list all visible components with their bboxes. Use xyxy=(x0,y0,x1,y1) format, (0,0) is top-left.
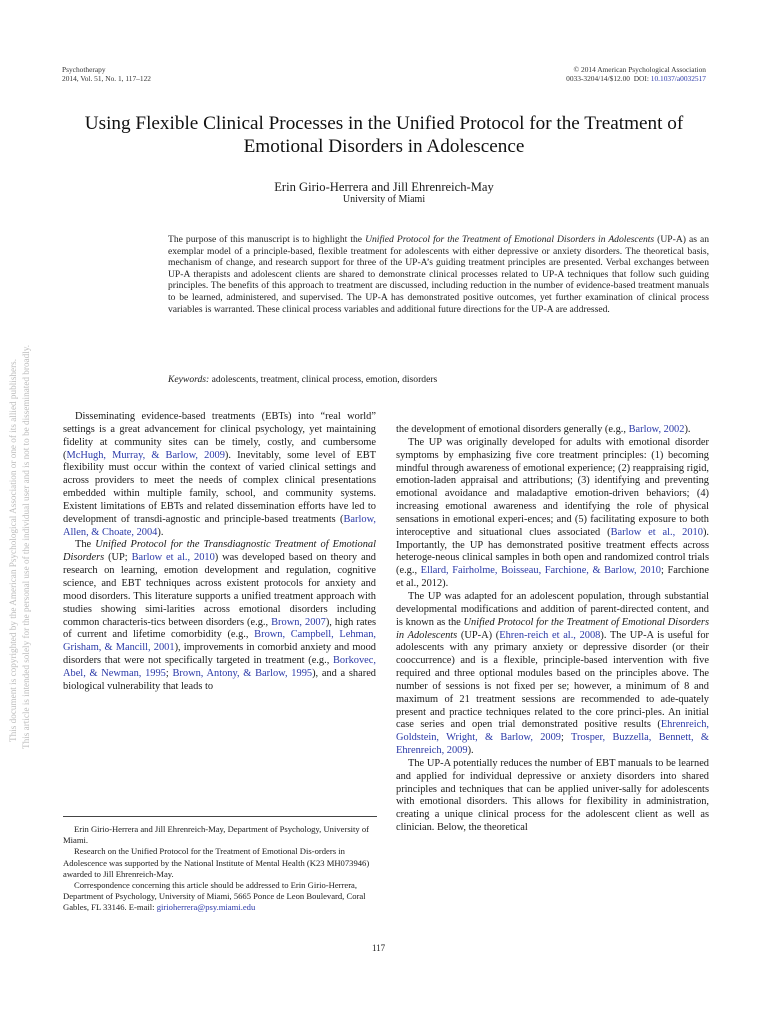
footnote-rule xyxy=(63,816,377,817)
citation-link[interactable]: Barlow et al., 2010 xyxy=(610,526,703,538)
paragraph: Disseminating evidence-based treatments (EBTs) into “real world” settings is a great advancement for clinical psychology, yet maintaining fidelity at community sites can be timely, costly, and cumbersome (McHugh, Murray, & Barlow, 2009). Inevitably, some level of EBT flexibility must occur within the context of varied clinical settings and across providers to meet the needs of complex clinical presentations embedded within multiple family, school, and community systems. Existent limitations of EBTs and related dissemination efforts have led to development of transdi-agnostic and principle-based treatments (Barlow, Allen, & Choate, 2004). xyxy=(63,411,376,538)
doi-link[interactable]: 10.1037/a0032517 xyxy=(650,74,706,83)
journal-citation: 2014, Vol. 51, No. 1, 117–122 xyxy=(62,74,151,83)
citation-link[interactable]: Ellard, Fairholme, Boisseau, Farchione, & Barlow, 2010 xyxy=(420,565,661,577)
citation-link[interactable]: Barlow, 2002 xyxy=(628,424,685,435)
paragraph: The UP-A potentially reduces the number of EBT manuals to be learned and applied for individual depressive or anxiety disorders into shared principles and techniques that can be applied univer-sally for adolescents with emotional disorders. This allows for flexibility in administration, creating a unique clinical process for the adolescent client as well as clinician. Below, the theoretical xyxy=(396,757,709,834)
citation-link[interactable]: Barlow et al., 2010 xyxy=(131,552,215,564)
paragraph: the development of emotional disorders generally (e.g., Barlow, 2002). xyxy=(396,424,691,435)
keywords-text: adolescents, treatment, clinical process, emotion, disorders xyxy=(209,374,438,385)
copyright-notice-vertical: This document is copyrighted by the American Psychological Association or one of its allied publishers. xyxy=(8,359,18,742)
journal-name: Psychotherapy xyxy=(62,65,106,74)
citation-link[interactable]: Brown, Antony, & Barlow, 1995 xyxy=(172,667,313,679)
citation-link[interactable]: McHugh, Murray, & Barlow, 2009 xyxy=(66,449,225,461)
citation-link[interactable]: Ehrenreich, Goldstein, Wright, & Barlow, 2009 xyxy=(396,719,709,744)
citation-link[interactable]: Ehren-reich et al., 2008 xyxy=(499,629,601,641)
copyright-header xyxy=(566,65,706,83)
citation-link[interactable]: Brown, Campbell, Lehman, Grisham, & Mancill, 2001 xyxy=(63,629,376,654)
citation-link[interactable]: Borkovec, Abel, & Newman, 1995 xyxy=(63,655,376,679)
usage-notice-vertical: This article is intended solely for the personal use of the individual user and is not to be disseminated broadly. xyxy=(21,344,31,749)
keywords xyxy=(168,374,709,386)
abstract: The purpose of this manuscript is to highlight the Unified Protocol for the Treatment of Emotional Disorders in Adolescents (UP-A) as an exemplar model of a principle-based, flexible treatment for adolescents with either depressive or anxiety disorders. The theoretical basis, mechanism of change, and research support for three of the UP-A’s guiding treatment principles are presented. Verbal exchanges between UP-A therapists and adolescent clients are shared to demonstrate clinical processes related to UP-A techniques that follow such guiding principles. The benefits of this approach to treatment are discussed, including reduction in the number of evidence-based treatment manuals to be learned, administered, and supervised. The UP-A has demonstrated positive outcomes, yet further examination of clinical process variables is warranted. These clinical process variables and additional future directions for the UP-A are addressed. xyxy=(168,234,709,315)
journal-header xyxy=(62,65,151,83)
paragraph: The Unified Protocol for the Transdiagnostic Treatment of Emotional Disorders (UP; Barlow et al., 2010) was developed based on theory and research on learning, emotion development and regulation, cognitive science, and EBT techniques across existent protocols for anxiety and mood disorders. This literature supports a unified treatment approach with studies showing simi-larities across emotional disorders including common characteris-tics between disorders (e.g., Brown, 2007), high rates of current and lifetime comorbidity (e.g., Brown, Campbell, Lehman, Grisham, & Mancill, 2001), improvements in comorbid anxiety and mood disorders that were not specifically targeted in treatment (e.g., Borkovec, Abel, & Newman, 1995; Brown, Antony, & Barlow, 1995), and a shared biological vulnerability that leads to xyxy=(63,539,376,692)
author-note: Erin Girio-Herrera and Jill Ehrenreich-May, Department of Psychology, University of Miami. Research on the Unified Protocol for the Treatment of Emotional Dis-orders in Adolescence was supported by the National Institute of Mental Health (K23 MH073946) awarded to Jill Ehrenreich-May. Correspondence concerning this article should be addressed to Erin Girio-Herrera, Department of Psychology, University of Miami, 5665 Ponce de Leon Boulevard, Coral Gables, FL 33146. E-mail: girioherrera@psy.miami.edu xyxy=(63,824,370,913)
email-link[interactable]: girioherrera@psy.miami.edu xyxy=(156,902,256,913)
paragraph: The UP was adapted for an adolescent population, through substantial developmental modifications and addition of parent-directed content, and is known as the Unified Protocol for the Treatment of Emotional Disorders in Adolescents (UP-A) (Ehren-reich et al., 2008). The UP-A is useful for adolescents with any primary anxiety or depressive disorder (or their cooccurrence) and is a flexible, principle-based intervention with five required and three optional modules based on the principles above. The number of sessions is not fixed per se; however, a minimum of 8 and maximum of 21 treatment sessions are recommended to ade-quately present and practice techniques related to the core princi-ples. An initial case series and open trial demonstrated positive results (Ehrenreich, Goldstein, Wright, & Barlow, 2009; Trosper, Buzzella, Bennett, & Ehrenreich, 2009). xyxy=(396,590,710,757)
right-column xyxy=(396,424,709,835)
article-title: Using Flexible Clinical Processes in the Unified Protocol for the Treatment of Emotional Disorders in Adolescence xyxy=(84,113,684,157)
author-names: Erin Girio-Herrera and Jill Ehrenreich-May xyxy=(274,180,494,194)
copyright-line: © 2014 American Psychological Association xyxy=(573,65,706,74)
page-number: 117 xyxy=(372,943,386,953)
left-column xyxy=(63,411,376,694)
citation-link[interactable]: Brown, 2007 xyxy=(271,616,326,628)
author-affiliation: University of Miami xyxy=(342,194,426,205)
doi-line: 0033-3204/14/$12.00 DOI: 10.1037/a0032517 xyxy=(566,74,706,83)
citation-link[interactable]: Barlow, Allen, & Choate, 2004 xyxy=(63,513,376,538)
keywords-label: Keywords: xyxy=(168,374,210,385)
paragraph: The UP was originally developed for adults with emotional disorder symptoms by emphasizing five core treatment principles: (1) becoming mindful through awareness of emotional experience; (2) reappraising rigid, emotion-laden appraisal and attributions; (3) identifying and preventing emotional avoidance and maladaptive emotion-driven behaviors; (4) increasing emotional awareness and identifying the role of physical sensations in emotional experi-ences; and (5) facilitating exposure to both interoceptive and situational clues associated (Barlow et al., 2010). Importantly, the UP has demonstrated positive treatment effects across heteroge-neous clinical samples in both open and randomized control trials (e.g., Ellard, Fairholme, Boisseau, Farchione, & Barlow, 2010; Farchione et al., 2012). xyxy=(396,436,709,590)
citation-link[interactable]: Trosper, Buzzella, Bennett, & Ehrenreich, 2009 xyxy=(396,732,709,757)
